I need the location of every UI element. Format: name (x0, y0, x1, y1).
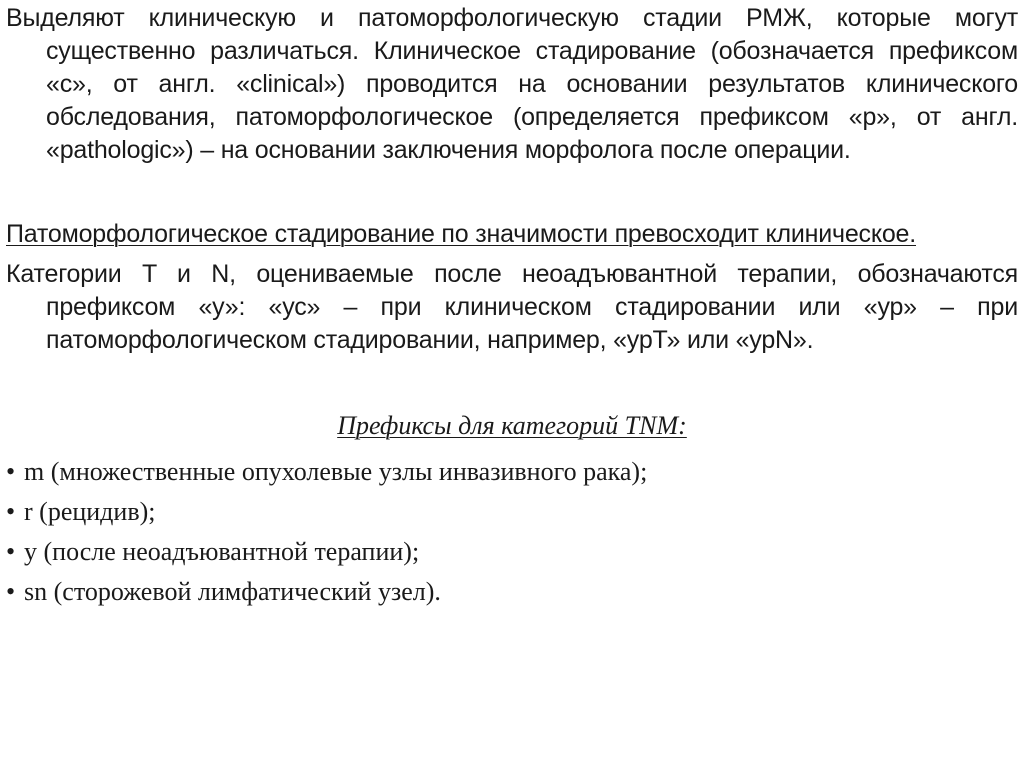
bullet-icon: • (6, 577, 16, 606)
prefix-list-title: Префиксы для категорий TNM: (337, 411, 687, 440)
list-item (6, 492, 647, 532)
list-item (6, 532, 647, 572)
paragraph-clinical-vs-pathologic: Выделяют клиническую и патоморфологическую стадии РМЖ, которые могут существенно различаться. Клиническое стадирование (обозначается префиксом «с», от англ. «clinical») проводится на основании результатов клинического обследования, патоморфологическое (определяется префиксом «р», от англ. «pathologic») – на основании заключения морфолога после операции. (6, 4, 1018, 164)
paragraph-neoadjuvant-categories: Категории T и N, оцениваемые после неоадъювантной терапии, обозначаются префиксом «у»: «ус» – при клиническом стадировании или «ур» – при патоморфологическом стадировании, например, «урТ» или «урN». (6, 260, 1018, 354)
list-item (6, 452, 647, 492)
prefix-item-text: sn (сторожевой лимфатический узел). (24, 577, 441, 606)
paragraph-pathologic-priority: Патоморфологическое стадирование по значимости превосходит клиническое. (6, 220, 916, 248)
bullet-icon: • (6, 457, 16, 486)
prefix-item-text: y (после неоадъювантной терапии); (24, 537, 420, 566)
prefix-list (6, 452, 647, 612)
prefix-item-text: r (рецидив); (24, 497, 156, 526)
bullet-icon: • (6, 497, 16, 526)
list-item (6, 572, 647, 612)
bullet-icon: • (6, 537, 16, 566)
prefix-item-text: m (множественные опухолевые узлы инвазивного рака); (24, 457, 648, 486)
